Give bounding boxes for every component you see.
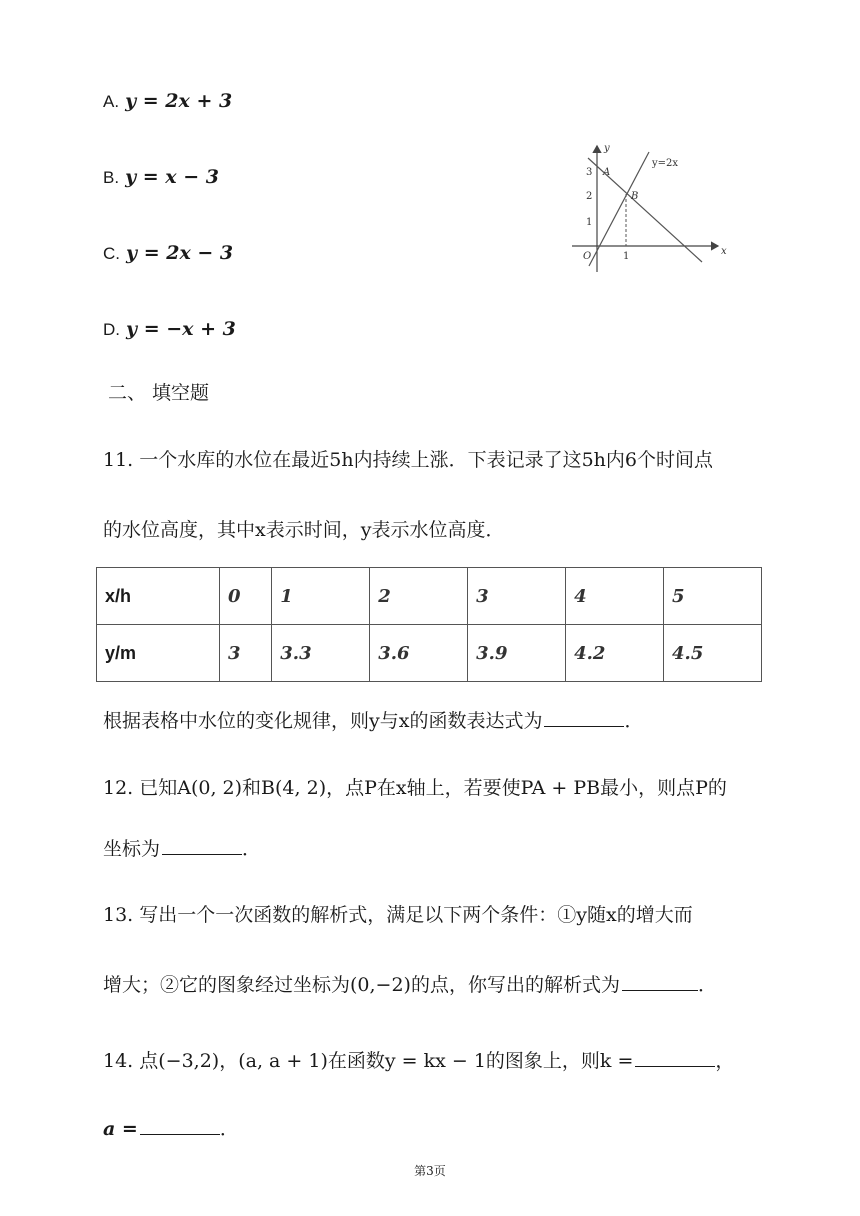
point-b-label: B [631,191,639,202]
q13-line2-end: ． [697,974,717,996]
q12-line2 [103,834,261,861]
q14-a-blank[interactable] [140,1114,220,1135]
line-y-2x [589,152,649,266]
row-header-y: y/m [97,625,220,682]
table-row [97,625,762,682]
option-b-expr: y = x − 3 [125,166,219,188]
option-b-letter: B. [103,168,120,187]
table-cell: 3 [220,625,272,682]
q12-line2-text: 坐标为 [103,838,161,860]
table-cell: 3 [468,568,566,625]
option-d-expr: y = −x + 3 [126,318,236,340]
section-title: 二、 填空题 [108,382,210,404]
point-a-label: A [603,167,611,178]
q14-line1 [103,1046,734,1073]
q13-line2 [103,970,717,997]
q11-answer-blank[interactable] [544,706,624,727]
table-cell: 2 [370,568,468,625]
q11-line3-text: 根据表格中水位的变化规律，则y与x的函数表达式为 [103,710,543,732]
option-c-letter: C. [103,244,120,263]
q14-k-blank[interactable] [635,1046,715,1067]
q12-answer-blank[interactable] [162,834,242,855]
option-a [103,89,232,114]
q14-line2-text: a = [103,1118,138,1140]
q12-line1: 12. 已知A(0, 2)和B(4, 2)，点P在x轴上，若要使PA + PB最小，则点P的 [103,777,727,799]
option-c [103,241,233,266]
q14-line1-text: 14. 点(−3,2)，(a, a + 1)在函数y = kx − 1的图象上，则k = [103,1050,634,1072]
tick-x-1: 1 [623,251,630,262]
option-a-letter: A. [103,92,120,111]
q14-line2-end: ． [219,1118,239,1140]
q11-line2: 的水位高度，其中x表示时间，y表示水位高度． [103,519,505,541]
option-c-expr: y = 2x − 3 [126,242,234,264]
table-cell: 3.6 [370,625,468,682]
q11-line3 [103,706,643,733]
table-cell: 4 [566,568,664,625]
page-number: 第3页 [414,1164,446,1178]
q11-line3-end: ． [624,710,644,732]
tick-y-2: 2 [586,191,593,202]
water-level-table [96,567,762,682]
q11-line1: 11. 一个水库的水位在最近5h内持续上涨．下表记录了这5h内6个时间点 [103,449,713,471]
tick-y-1: 1 [586,217,593,228]
table-cell: 4.2 [566,625,664,682]
table-cell: 0 [220,568,272,625]
table-cell: 4.5 [664,625,762,682]
option-d-letter: D. [103,320,120,339]
table-cell: 5 [664,568,762,625]
table-cell: 3.3 [272,625,370,682]
table-cell: 1 [272,568,370,625]
q13-line1: 13. 写出一个一次函数的解析式，满足以下两个条件：①y随x的增大而 [103,904,693,926]
coordinate-figure [566,138,736,278]
row-header-x: x/h [97,568,220,625]
q14-line2 [103,1114,239,1141]
option-a-expr: y = 2x + 3 [125,90,233,112]
x-axis-label: x [721,246,727,257]
q14-line1-end: ， [715,1050,735,1072]
origin-label: O [583,251,592,262]
q13-line2-text: 增大；②它的图象经过坐标为(0,−2)的点，你写出的解析式为 [103,974,620,996]
option-d [103,317,236,342]
table-cell: 3.9 [468,625,566,682]
q12-line2-end: ． [242,838,262,860]
y-axis-label: y [604,143,610,154]
line-label: y=2x [652,158,679,169]
option-b [103,165,219,190]
tick-y-3: 3 [586,167,593,178]
table-row [97,568,762,625]
q13-answer-blank[interactable] [622,970,698,991]
